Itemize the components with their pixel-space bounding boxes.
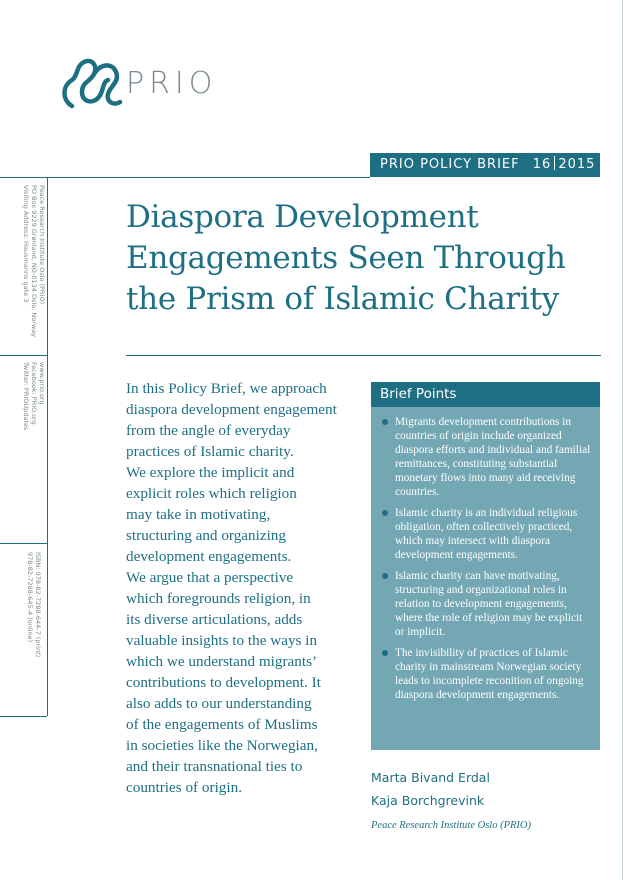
sidebar-web: www.prio.org Facebook: PRIO.org Twitter: PRIOUpdates — [22, 362, 46, 431]
bullet-icon — [382, 419, 388, 425]
title-line: Diaspora Development — [126, 199, 479, 235]
brief-points-heading: Brief Points — [371, 382, 600, 407]
prio-logo-icon — [58, 52, 128, 114]
series-label: PRIO POLICY BRIEF — [380, 157, 520, 172]
author-name: Marta Bivand Erdal — [371, 770, 490, 785]
author-name: Kaja Borchgrevink — [371, 793, 485, 808]
sidebar-isbn: ISBN: 978-82-7288-644-7 (print) 978-82-7288-645-4 (online) — [26, 552, 42, 658]
series-number: 16 — [532, 157, 552, 172]
margin-vrule — [47, 543, 48, 716]
margin-vrule — [47, 355, 48, 543]
prio-wordmark: PRIO — [126, 66, 218, 101]
bullet-icon — [382, 650, 388, 656]
margin-vrule — [47, 177, 48, 355]
sidebar-address: Peace Research Institute Oslo (PRIO) PO Box 9229 Grønland, NO-0134 Oslo, Norway Visiting Address: Hausmanns gate 3 — [22, 185, 46, 338]
brief-points-list — [371, 407, 600, 702]
institution: Peace Research Institute Oslo (PRIO) — [371, 820, 531, 831]
series-separator — [554, 156, 555, 170]
title-rule — [126, 355, 601, 356]
brief-point: Islamic charity is an individual religious obligation, often collectively practiced, which may intersect with diaspora development engagements. — [395, 506, 592, 562]
intro-text: In this Policy Brief, we approach diaspora development engagement from the angle of everyday practices of Islamic charity. We explore the implicit and explicit roles which religion may take in motivating, structuring and organizing development engagements. We argue that a perspective which foregrounds religion, in its diverse articulations, adds valuable insights to the ways in which we understand migrants’ contributions to development. It also adds to our understanding of the engagements of Muslims in societies like the Norwegian, and their transnational ties to countries of origin. — [126, 380, 337, 796]
title-line: the Prism of Islamic Charity — [126, 281, 559, 317]
title-line: Engagements Seen Through — [126, 240, 566, 276]
margin-rule — [0, 716, 47, 717]
margin-rule — [0, 355, 47, 356]
series-year: 2015 — [558, 157, 596, 172]
margin-rule — [0, 543, 47, 544]
series-banner — [370, 153, 600, 177]
bullet-icon — [382, 510, 388, 516]
brief-point: Migrants development contributions in countries of origin include organized diaspora efforts and individual and familial remittances, constituting substantial monetary flows into many aid receiving countries. — [395, 415, 592, 499]
header-rule — [47, 177, 370, 178]
page-title — [126, 197, 606, 320]
brief-point: Islamic charity can have motivating, structuring and organizational roles in relation to development engagements, where the role of religion may be explicit or implicit. — [395, 569, 592, 639]
bullet-icon — [382, 573, 388, 579]
margin-rule — [0, 177, 47, 178]
brief-point: The invisibility of practices of Islamic charity in mainstream Norwegian society leads to incomplete reconition of ongoing diaspora development engagements. — [395, 646, 592, 702]
brief-points-box — [371, 382, 600, 750]
